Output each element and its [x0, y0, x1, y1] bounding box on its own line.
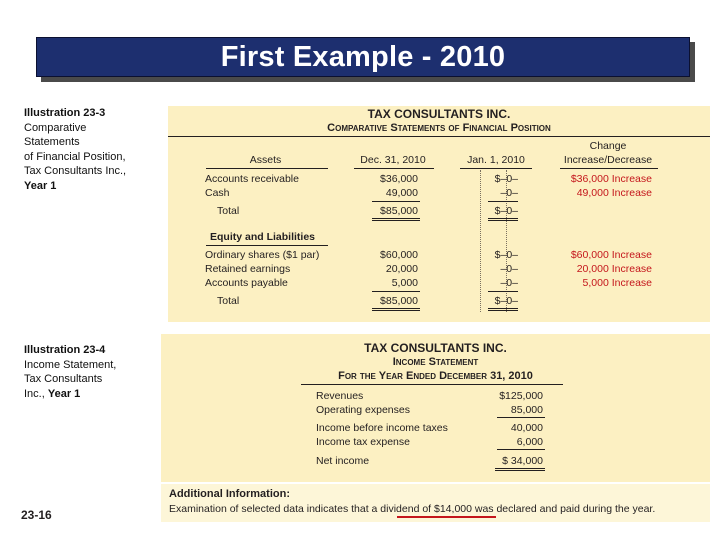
total-label: Total — [217, 295, 240, 307]
company-name: TAX CONSULTANTS INC. — [367, 107, 511, 121]
row-dec: 49,000 — [385, 187, 418, 199]
subtotal-rule — [488, 291, 518, 292]
row-change: 5,000 Increase — [582, 277, 652, 289]
row-jan: –0– — [500, 277, 518, 289]
col-dec: Dec. 31, 2010 — [360, 154, 426, 166]
rule — [354, 168, 434, 169]
rule — [560, 168, 658, 169]
row-label: Income tax expense — [316, 436, 410, 448]
total-double-rule — [488, 218, 518, 221]
total-dec: $85,000 — [380, 295, 418, 307]
col-change-sub: Increase/Decrease — [563, 154, 653, 166]
col-change: Change — [589, 140, 627, 152]
subtotal-rule — [497, 449, 545, 450]
col-jan: Jan. 1, 2010 — [467, 154, 525, 166]
caption-heading: Illustration 23-3 — [24, 107, 106, 119]
caption-illustration-23-4 — [24, 343, 116, 401]
row-change: $36,000 Increase — [570, 173, 652, 185]
caption-line: Comparative — [24, 121, 87, 134]
income-statement-panel — [161, 334, 710, 482]
total-double-rule — [495, 468, 545, 471]
col-assets: Assets — [249, 154, 282, 166]
caption-line: Income Statement, — [24, 358, 117, 371]
row-jan: –0– — [500, 187, 518, 199]
total-label: Total — [217, 205, 240, 217]
row-jan: $–0– — [494, 173, 518, 185]
caption-line: Statements — [24, 136, 80, 148]
caption-line: Tax Consultants Inc., — [24, 165, 127, 177]
row-label: Net income — [316, 455, 370, 467]
statement-title: Income Statement — [392, 356, 479, 368]
row-dec: $60,000 — [380, 249, 418, 261]
row-dec: $36,000 — [380, 173, 418, 185]
total-jan: $–0– — [494, 295, 518, 307]
caption-heading: Illustration 23-4 — [24, 344, 106, 356]
row-label: Accounts payable — [205, 277, 288, 289]
row-dec: 5,000 — [391, 277, 418, 289]
caption-line: of Financial Position, — [24, 150, 126, 163]
total-jan: $–0– — [494, 205, 518, 217]
row-change: 20,000 Increase — [576, 263, 652, 275]
subtotal-rule — [497, 417, 545, 418]
rule — [206, 168, 328, 169]
total-double-rule — [372, 218, 420, 221]
row-dec: 20,000 — [385, 263, 418, 275]
row-label: Operating expenses — [316, 404, 410, 416]
equity-heading: Equity and Liabilities — [210, 231, 316, 243]
company-name: TAX CONSULTANTS INC. — [364, 341, 507, 355]
subtotal-rule — [372, 291, 420, 292]
row-label: Retained earnings — [205, 263, 291, 275]
statement-period: For the Year Ended December 31, 2010 — [338, 370, 533, 382]
row-label: Cash — [205, 187, 230, 199]
row-value: $125,000 — [499, 390, 543, 402]
total-double-rule — [488, 308, 518, 311]
header-rule — [301, 384, 563, 385]
statement-title: Comparative Statements of Financial Position — [327, 122, 551, 134]
total-dec: $85,000 — [380, 205, 418, 217]
header-rule — [168, 136, 710, 137]
row-value: 6,000 — [516, 436, 543, 448]
row-jan: –0– — [500, 263, 518, 275]
row-value: 85,000 — [510, 404, 543, 416]
caption-illustration-23-3 — [24, 106, 126, 193]
rule — [206, 245, 328, 246]
subtotal-rule — [372, 201, 420, 202]
caption-year: Year 1 — [24, 179, 57, 192]
rule — [460, 168, 532, 169]
subtotal-rule — [488, 201, 518, 202]
page-number: 23-16 — [21, 508, 52, 522]
row-jan: $–0– — [494, 249, 518, 261]
financial-position-panel — [168, 106, 710, 322]
total-double-rule — [372, 308, 420, 311]
row-value: 40,000 — [510, 422, 543, 434]
slide-title: First Example - 2010 — [220, 41, 506, 73]
row-label: Ordinary shares ($1 par) — [205, 249, 320, 261]
row-value: $ 34,000 — [502, 455, 543, 467]
caption-line: Inc., — [24, 387, 45, 400]
row-label: Income before income taxes — [316, 422, 448, 434]
row-change: 49,000 Increase — [576, 187, 652, 199]
row-label: Revenues — [316, 390, 364, 402]
row-label: Accounts receivable — [205, 173, 299, 185]
additional-heading: Additional Information: — [169, 488, 290, 500]
additional-text: Examination of selected data indicates that a dividend of $14,000 was declared and paid during the year. — [169, 503, 656, 515]
dividend-highlight-underline — [397, 516, 496, 518]
caption-year: Year 1 — [47, 387, 81, 400]
caption-line: Tax Consultants — [24, 373, 103, 385]
row-change: $60,000 Increase — [570, 249, 652, 261]
